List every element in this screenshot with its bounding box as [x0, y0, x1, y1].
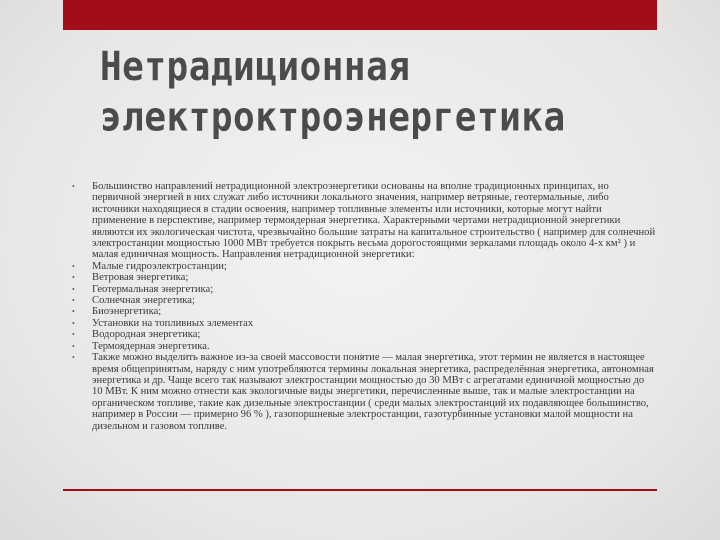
- bullet-icon: •: [72, 261, 75, 271]
- list-item-text: Малые гидроэлектростанции;: [92, 260, 227, 272]
- list-item: [72, 329, 657, 340]
- list-item-text: Ветровая энергетика;: [92, 272, 189, 284]
- slide-title-line-2: электроктроэнергетика: [100, 94, 566, 141]
- bullet-icon: •: [72, 284, 75, 294]
- list-item-text: Водородная энергетика;: [92, 329, 201, 341]
- bullet-icon: •: [72, 330, 75, 340]
- bottom-accent-line: [63, 489, 657, 491]
- top-accent-bar: [63, 0, 657, 30]
- slide-title: [100, 42, 680, 143]
- list-item-text: Термоядерная энергетика.: [92, 340, 210, 352]
- list-item: [72, 318, 657, 329]
- list-item: [72, 181, 657, 261]
- list-item-text: Биоэнергетика;: [92, 306, 162, 318]
- bullet-icon: •: [72, 182, 75, 191]
- list-item-text: Установки на топливных элементах: [92, 317, 254, 329]
- list-item-text: Солнечная энергетика;: [92, 295, 195, 307]
- bullet-icon: •: [72, 353, 75, 363]
- bullet-icon: •: [72, 318, 75, 328]
- bullet-icon: •: [72, 341, 75, 351]
- slide-content: [72, 181, 657, 432]
- list-item: [72, 295, 657, 306]
- list-item-text: Геотермальная энергетика;: [92, 283, 214, 295]
- list-item: [72, 352, 657, 432]
- bullet-icon: •: [72, 296, 75, 306]
- list-item: [72, 261, 657, 272]
- list-item: [72, 272, 657, 283]
- bullet-icon: •: [72, 273, 75, 283]
- list-item: [72, 306, 657, 317]
- list-item: [72, 284, 657, 295]
- bullet-list: [72, 181, 657, 432]
- list-item-text: Большинство направлений нетрадиционной электроэнергетики основаны на вполне традиционных принципах, но первичной энергией в них служат либо источники локального значения, например ветряные, геотермальные, либо источники находящиеся в стадии освоения, например топливные элементы или источники, которые могут найти применение в перспективе, например термоядерная энергетика. Характерными чертами нетрадиционной энергетики являются их экологическая чистота, чрезвычайно большие затраты на капитальное строительство ( например для солнечной электростанции мощностью 1000 МВт требуется покрыть весьма дорогостоящими зеркалами площадь около 4-х км² ) и малая единичная мощность. Направления нетрадиционной энергетики:: [92, 181, 656, 261]
- bullet-icon: •: [72, 307, 75, 317]
- list-item: [72, 341, 657, 352]
- list-item-text: Также можно выделить важное из-за своей массовости понятие — малая энергетика, этот термин не является в настоящее время общепринятым, наряду с ним употребляются термины локальная энергетика, распределённая энергетика, автономная энергетика и др. Чаще всего так называют электростанции мощностью до 30 МВт с агрегатами единичной мощностью до 10 МВт. К ним можно отнести как экологичные виды энергетики, перечисленные выше, так и малые электростанции на органическом топливе, такие как дизельные электростанции ( среди малых электростанций их подавляющее большинство, например в России — примерно 96 % ), газопоршневые электростанции, газотурбинные установки малой мощности на дизельном и газовом топливе.: [92, 352, 654, 432]
- slide-title-line-1: Нетрадиционная: [100, 44, 411, 91]
